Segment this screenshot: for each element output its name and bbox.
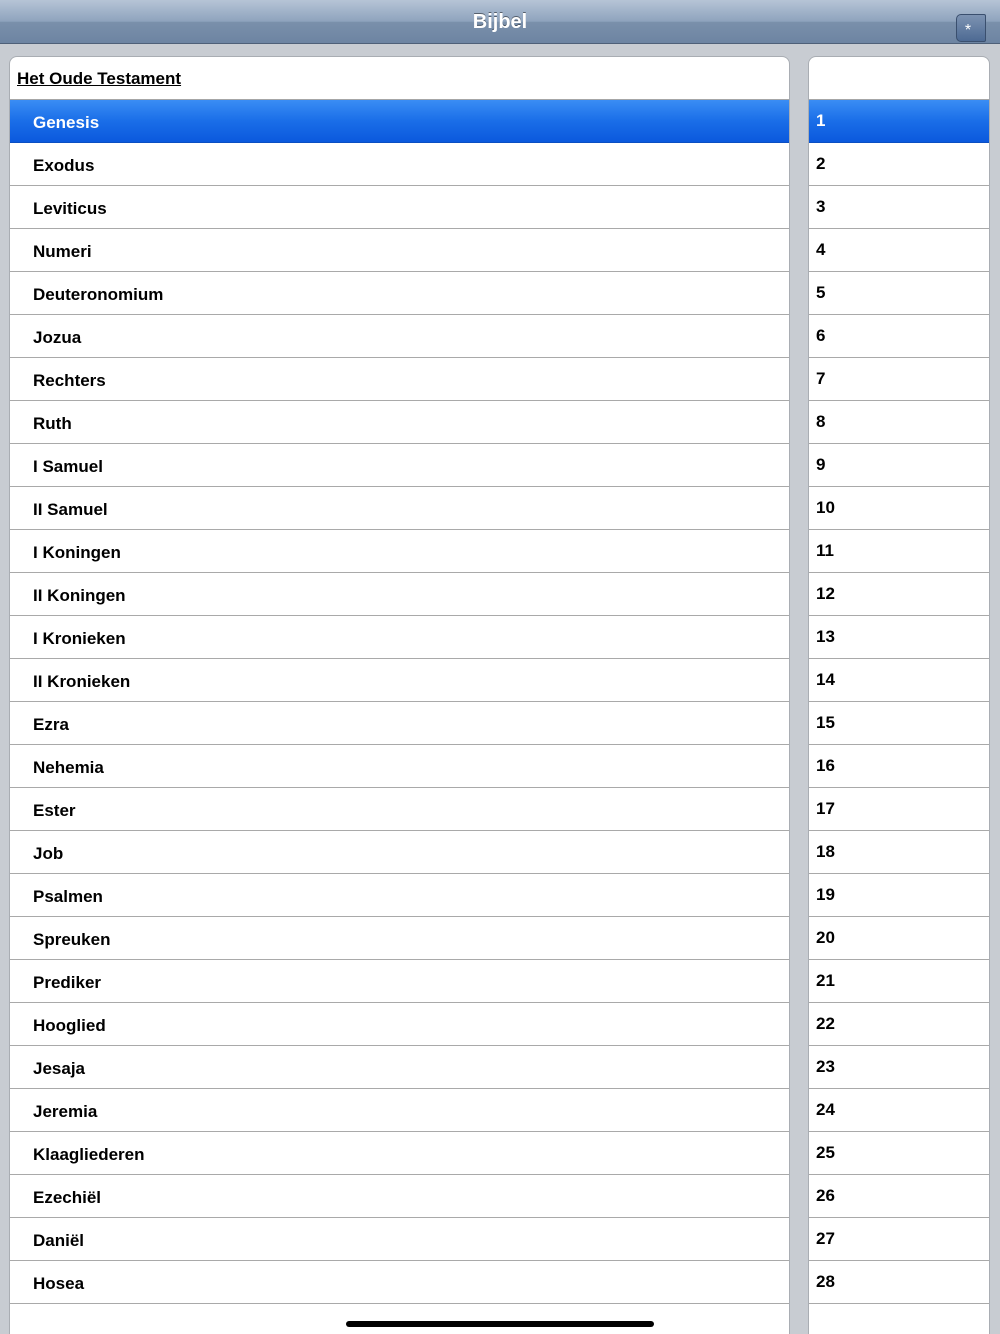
chapter-row[interactable]: 25 <box>809 1132 989 1175</box>
book-row[interactable]: Jeremia <box>10 1089 789 1132</box>
book-row[interactable] <box>10 1304 789 1334</box>
chapter-row[interactable]: 14 <box>809 659 989 702</box>
chapter-row[interactable]: 3 <box>809 186 989 229</box>
chapter-row[interactable]: 9 <box>809 444 989 487</box>
section-title-link[interactable]: Het Oude Testament <box>17 69 182 88</box>
book-row[interactable]: Genesis <box>10 100 789 143</box>
book-row[interactable]: Hooglied <box>10 1003 789 1046</box>
chapter-row[interactable]: 8 <box>809 401 989 444</box>
book-row[interactable]: Hosea <box>10 1261 789 1304</box>
book-row[interactable]: I Kronieken <box>10 616 789 659</box>
chapter-row[interactable]: 23 <box>809 1046 989 1089</box>
chapter-row[interactable]: 6 <box>809 315 989 358</box>
book-row[interactable]: Daniël <box>10 1218 789 1261</box>
chapter-row[interactable]: 13 <box>809 616 989 659</box>
chapter-row[interactable]: 1 <box>809 100 989 143</box>
book-row[interactable]: Job <box>10 831 789 874</box>
book-row[interactable]: Rechters <box>10 358 789 401</box>
chapter-row[interactable]: 15 <box>809 702 989 745</box>
navigation-bar <box>0 0 1000 44</box>
forward-button-label: * <box>964 22 972 39</box>
chapter-row[interactable]: 26 <box>809 1175 989 1218</box>
book-row[interactable]: I Samuel <box>10 444 789 487</box>
chapter-list[interactable] <box>808 56 990 1334</box>
book-row[interactable]: Psalmen <box>10 874 789 917</box>
book-row[interactable]: I Koningen <box>10 530 789 573</box>
book-row[interactable]: II Kronieken <box>10 659 789 702</box>
chapter-row[interactable]: 24 <box>809 1089 989 1132</box>
chapter-row[interactable]: 10 <box>809 487 989 530</box>
chapter-row[interactable]: 18 <box>809 831 989 874</box>
chapter-row[interactable]: 17 <box>809 788 989 831</box>
chapter-row[interactable]: 5 <box>809 272 989 315</box>
chapter-row[interactable]: 11 <box>809 530 989 573</box>
section-header <box>10 57 789 100</box>
home-indicator <box>346 1321 654 1327</box>
chapter-row[interactable]: 16 <box>809 745 989 788</box>
book-row[interactable]: II Samuel <box>10 487 789 530</box>
book-row[interactable]: Numeri <box>10 229 789 272</box>
forward-arrow-icon[interactable] <box>956 14 986 42</box>
chapter-row[interactable]: 12 <box>809 573 989 616</box>
chapter-row[interactable]: 20 <box>809 917 989 960</box>
book-row[interactable]: Exodus <box>10 143 789 186</box>
chapter-row[interactable] <box>809 1304 989 1334</box>
chapter-row[interactable]: 28 <box>809 1261 989 1304</box>
book-row[interactable]: Ruth <box>10 401 789 444</box>
book-row[interactable]: Prediker <box>10 960 789 1003</box>
book-row[interactable]: Nehemia <box>10 745 789 788</box>
book-row[interactable]: Ezra <box>10 702 789 745</box>
chapter-row[interactable]: 7 <box>809 358 989 401</box>
chapter-row[interactable]: 21 <box>809 960 989 1003</box>
chapter-row[interactable]: 27 <box>809 1218 989 1261</box>
book-row[interactable]: Spreuken <box>10 917 789 960</box>
book-row[interactable]: Deuteronomium <box>10 272 789 315</box>
chapter-header <box>809 57 989 100</box>
book-row[interactable]: Ezechiël <box>10 1175 789 1218</box>
book-list[interactable] <box>9 56 790 1334</box>
chapter-row[interactable]: 19 <box>809 874 989 917</box>
book-row[interactable]: Jesaja <box>10 1046 789 1089</box>
chapter-row[interactable]: 2 <box>809 143 989 186</box>
forward-button[interactable] <box>956 7 992 39</box>
book-row[interactable]: Ester <box>10 788 789 831</box>
chapter-row[interactable]: 22 <box>809 1003 989 1046</box>
book-row[interactable]: Klaagliederen <box>10 1132 789 1175</box>
book-row[interactable]: II Koningen <box>10 573 789 616</box>
nav-title: Bijbel <box>472 11 528 33</box>
book-row[interactable]: Jozua <box>10 315 789 358</box>
book-row[interactable]: Leviticus <box>10 186 789 229</box>
chapter-row[interactable]: 4 <box>809 229 989 272</box>
